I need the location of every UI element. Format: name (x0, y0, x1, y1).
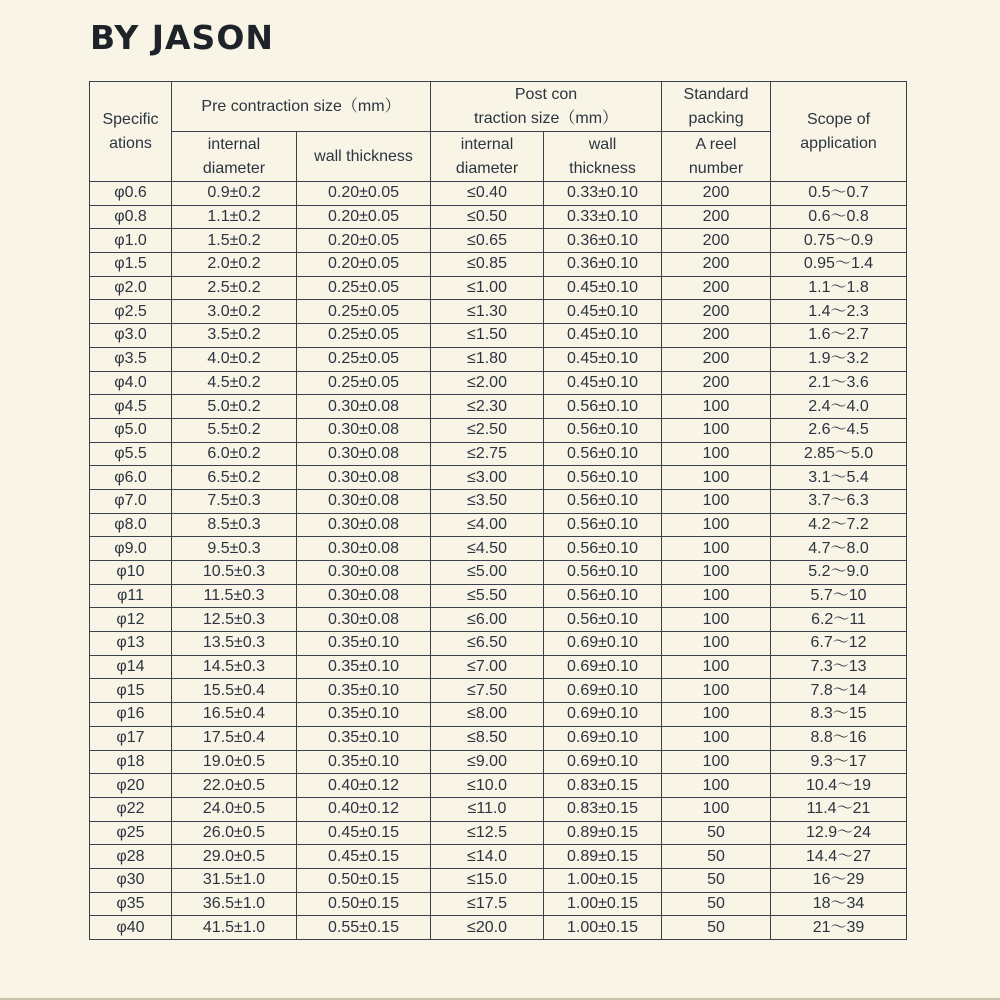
reel-number-cell: 100 (662, 679, 771, 703)
reel-number-cell: 100 (662, 466, 771, 490)
spec-cell: φ35 (90, 892, 172, 916)
table-row (90, 679, 907, 703)
header-pre-wall-thickness: wall thickness (297, 132, 431, 182)
pre-internal-diameter-cell: 7.5±0.3 (172, 489, 297, 513)
reel-number-cell: 100 (662, 537, 771, 561)
post-internal-diameter-cell: ≤2.75 (431, 442, 544, 466)
pre-internal-diameter-cell: 12.5±0.3 (172, 608, 297, 632)
spec-cell: φ4.0 (90, 371, 172, 395)
scope-cell: 21～39 (771, 916, 907, 940)
pre-internal-diameter-cell: 2.5±0.2 (172, 276, 297, 300)
pre-internal-diameter-cell: 31.5±1.0 (172, 868, 297, 892)
spec-cell: φ1.0 (90, 229, 172, 253)
post-internal-diameter-cell: ≤0.40 (431, 182, 544, 206)
table-row (90, 466, 907, 490)
post-internal-diameter-cell: ≤0.50 (431, 205, 544, 229)
post-wall-thickness-cell: 0.69±0.10 (544, 679, 662, 703)
scope-cell: 10.4～19 (771, 774, 907, 798)
table-body (90, 182, 907, 940)
scope-cell: 0.6～0.8 (771, 205, 907, 229)
pre-internal-diameter-cell: 14.5±0.3 (172, 655, 297, 679)
pre-wall-thickness-cell: 0.25±0.05 (297, 300, 431, 324)
post-wall-thickness-cell: 0.89±0.15 (544, 845, 662, 869)
post-internal-diameter-cell: ≤12.5 (431, 821, 544, 845)
post-internal-diameter-cell: ≤1.80 (431, 347, 544, 371)
pre-internal-diameter-cell: 17.5±0.4 (172, 726, 297, 750)
scope-cell: 3.7～6.3 (771, 489, 907, 513)
scope-cell: 6.2～11 (771, 608, 907, 632)
post-wall-thickness-cell: 0.56±0.10 (544, 537, 662, 561)
header-scope: Scope of application (771, 82, 907, 182)
table-row (90, 537, 907, 561)
spec-cell: φ30 (90, 868, 172, 892)
post-wall-thickness-cell: 0.33±0.10 (544, 182, 662, 206)
scope-cell: 5.7～10 (771, 584, 907, 608)
reel-number-cell: 100 (662, 442, 771, 466)
pre-internal-diameter-cell: 6.5±0.2 (172, 466, 297, 490)
reel-number-cell: 200 (662, 324, 771, 348)
scope-cell: 1.4～2.3 (771, 300, 907, 324)
header-post-internal-diameter: internal diameter (431, 132, 544, 182)
pre-wall-thickness-cell: 0.30±0.08 (297, 584, 431, 608)
pre-wall-thickness-cell: 0.35±0.10 (297, 726, 431, 750)
table-row (90, 182, 907, 206)
spec-cell: φ4.5 (90, 395, 172, 419)
scope-cell: 2.85～5.0 (771, 442, 907, 466)
spec-cell: φ8.0 (90, 513, 172, 537)
post-wall-thickness-cell: 0.33±0.10 (544, 205, 662, 229)
post-internal-diameter-cell: ≤4.50 (431, 537, 544, 561)
pre-wall-thickness-cell: 0.20±0.05 (297, 205, 431, 229)
spec-cell: φ3.5 (90, 347, 172, 371)
post-internal-diameter-cell: ≤10.0 (431, 774, 544, 798)
post-wall-thickness-cell: 0.56±0.10 (544, 466, 662, 490)
scope-cell: 1.9～3.2 (771, 347, 907, 371)
scope-cell: 6.7～12 (771, 632, 907, 656)
reel-number-cell: 50 (662, 821, 771, 845)
post-internal-diameter-cell: ≤9.00 (431, 750, 544, 774)
header-reel-number: A reel number (662, 132, 771, 182)
spec-cell: φ5.5 (90, 442, 172, 466)
pre-internal-diameter-cell: 6.0±0.2 (172, 442, 297, 466)
pre-internal-diameter-cell: 5.5±0.2 (172, 418, 297, 442)
post-wall-thickness-cell: 0.45±0.10 (544, 347, 662, 371)
table-row (90, 726, 907, 750)
pre-internal-diameter-cell: 13.5±0.3 (172, 632, 297, 656)
header-post-contraction: Post con traction size（mm） (431, 82, 662, 132)
table-row (90, 513, 907, 537)
pre-wall-thickness-cell: 0.20±0.05 (297, 253, 431, 277)
pre-internal-diameter-cell: 26.0±0.5 (172, 821, 297, 845)
scope-cell: 4.2～7.2 (771, 513, 907, 537)
spec-cell: φ16 (90, 703, 172, 727)
scope-cell: 18～34 (771, 892, 907, 916)
post-wall-thickness-cell: 0.56±0.10 (544, 442, 662, 466)
pre-internal-diameter-cell: 15.5±0.4 (172, 679, 297, 703)
pre-wall-thickness-cell: 0.35±0.10 (297, 655, 431, 679)
reel-number-cell: 200 (662, 276, 771, 300)
spec-cell: φ0.6 (90, 182, 172, 206)
reel-number-cell: 100 (662, 774, 771, 798)
reel-number-cell: 100 (662, 513, 771, 537)
spec-cell: φ10 (90, 561, 172, 585)
spec-cell: φ12 (90, 608, 172, 632)
pre-wall-thickness-cell: 0.20±0.05 (297, 229, 431, 253)
post-wall-thickness-cell: 0.45±0.10 (544, 371, 662, 395)
spec-table (89, 81, 907, 940)
table-row (90, 253, 907, 277)
table-row (90, 750, 907, 774)
post-wall-thickness-cell: 0.56±0.10 (544, 584, 662, 608)
reel-number-cell: 100 (662, 584, 771, 608)
table-row (90, 276, 907, 300)
reel-number-cell: 200 (662, 182, 771, 206)
post-internal-diameter-cell: ≤11.0 (431, 797, 544, 821)
table-row (90, 868, 907, 892)
scope-cell: 14.4～27 (771, 845, 907, 869)
table-row (90, 300, 907, 324)
spec-cell: φ20 (90, 774, 172, 798)
reel-number-cell: 100 (662, 655, 771, 679)
spec-cell: φ22 (90, 797, 172, 821)
pre-wall-thickness-cell: 0.35±0.10 (297, 679, 431, 703)
pre-wall-thickness-cell: 0.30±0.08 (297, 561, 431, 585)
pre-internal-diameter-cell: 10.5±0.3 (172, 561, 297, 585)
pre-internal-diameter-cell: 3.0±0.2 (172, 300, 297, 324)
table-row (90, 324, 907, 348)
reel-number-cell: 100 (662, 750, 771, 774)
post-internal-diameter-cell: ≤2.50 (431, 418, 544, 442)
post-internal-diameter-cell: ≤7.00 (431, 655, 544, 679)
spec-cell: φ28 (90, 845, 172, 869)
spec-cell: φ3.0 (90, 324, 172, 348)
pre-internal-diameter-cell: 1.1±0.2 (172, 205, 297, 229)
scope-cell: 4.7～8.0 (771, 537, 907, 561)
spec-cell: φ11 (90, 584, 172, 608)
post-wall-thickness-cell: 0.56±0.10 (544, 418, 662, 442)
spec-cell: φ6.0 (90, 466, 172, 490)
scope-cell: 0.95～1.4 (771, 253, 907, 277)
pre-internal-diameter-cell: 22.0±0.5 (172, 774, 297, 798)
post-wall-thickness-cell: 0.36±0.10 (544, 229, 662, 253)
table-row (90, 561, 907, 585)
pre-wall-thickness-cell: 0.30±0.08 (297, 608, 431, 632)
scope-cell: 3.1～5.4 (771, 466, 907, 490)
post-internal-diameter-cell: ≤17.5 (431, 892, 544, 916)
pre-wall-thickness-cell: 0.25±0.05 (297, 324, 431, 348)
pre-internal-diameter-cell: 1.5±0.2 (172, 229, 297, 253)
pre-wall-thickness-cell: 0.30±0.08 (297, 466, 431, 490)
header-standard-packing: Standard packing (662, 82, 771, 132)
post-wall-thickness-cell: 0.36±0.10 (544, 253, 662, 277)
reel-number-cell: 100 (662, 726, 771, 750)
reel-number-cell: 50 (662, 845, 771, 869)
pre-internal-diameter-cell: 4.5±0.2 (172, 371, 297, 395)
spec-cell: φ14 (90, 655, 172, 679)
scope-cell: 1.6～2.7 (771, 324, 907, 348)
pre-wall-thickness-cell: 0.35±0.10 (297, 750, 431, 774)
table-row (90, 205, 907, 229)
table-row (90, 892, 907, 916)
spec-cell: φ7.0 (90, 489, 172, 513)
post-internal-diameter-cell: ≤8.00 (431, 703, 544, 727)
reel-number-cell: 200 (662, 229, 771, 253)
pre-internal-diameter-cell: 8.5±0.3 (172, 513, 297, 537)
table-row (90, 584, 907, 608)
post-wall-thickness-cell: 0.89±0.15 (544, 821, 662, 845)
pre-internal-diameter-cell: 3.5±0.2 (172, 324, 297, 348)
post-internal-diameter-cell: ≤1.00 (431, 276, 544, 300)
pre-wall-thickness-cell: 0.30±0.08 (297, 418, 431, 442)
post-internal-diameter-cell: ≤1.30 (431, 300, 544, 324)
spec-cell: φ2.0 (90, 276, 172, 300)
table-row (90, 371, 907, 395)
reel-number-cell: 200 (662, 300, 771, 324)
header-pre-internal-diameter: internal diameter (172, 132, 297, 182)
reel-number-cell: 100 (662, 395, 771, 419)
spec-cell: φ1.5 (90, 253, 172, 277)
table-row (90, 442, 907, 466)
table-row (90, 916, 907, 940)
table-row (90, 845, 907, 869)
pre-internal-diameter-cell: 9.5±0.3 (172, 537, 297, 561)
table-row (90, 229, 907, 253)
table-row (90, 632, 907, 656)
post-internal-diameter-cell: ≤2.00 (431, 371, 544, 395)
pre-wall-thickness-cell: 0.30±0.08 (297, 395, 431, 419)
pre-internal-diameter-cell: 29.0±0.5 (172, 845, 297, 869)
scope-cell: 16～29 (771, 868, 907, 892)
spec-cell: φ2.5 (90, 300, 172, 324)
pre-wall-thickness-cell: 0.30±0.08 (297, 489, 431, 513)
header-post-wall-thickness: wall thickness (544, 132, 662, 182)
scope-cell: 9.3～17 (771, 750, 907, 774)
reel-number-cell: 100 (662, 797, 771, 821)
post-wall-thickness-cell: 0.45±0.10 (544, 276, 662, 300)
table-row (90, 655, 907, 679)
post-internal-diameter-cell: ≤5.00 (431, 561, 544, 585)
header-specifications: Specific ations (90, 82, 172, 182)
spec-cell: φ17 (90, 726, 172, 750)
pre-internal-diameter-cell: 2.0±0.2 (172, 253, 297, 277)
post-wall-thickness-cell: 1.00±0.15 (544, 892, 662, 916)
post-wall-thickness-cell: 0.83±0.15 (544, 774, 662, 798)
post-internal-diameter-cell: ≤0.85 (431, 253, 544, 277)
scope-cell: 11.4～21 (771, 797, 907, 821)
post-wall-thickness-cell: 0.45±0.10 (544, 300, 662, 324)
reel-number-cell: 200 (662, 347, 771, 371)
spec-cell: φ18 (90, 750, 172, 774)
scope-cell: 5.2～9.0 (771, 561, 907, 585)
pre-internal-diameter-cell: 36.5±1.0 (172, 892, 297, 916)
spec-cell: φ0.8 (90, 205, 172, 229)
spec-cell: φ15 (90, 679, 172, 703)
post-internal-diameter-cell: ≤8.50 (431, 726, 544, 750)
post-wall-thickness-cell: 0.45±0.10 (544, 324, 662, 348)
post-wall-thickness-cell: 0.69±0.10 (544, 726, 662, 750)
post-wall-thickness-cell: 1.00±0.15 (544, 916, 662, 940)
pre-wall-thickness-cell: 0.50±0.15 (297, 868, 431, 892)
pre-wall-thickness-cell: 0.35±0.10 (297, 703, 431, 727)
post-internal-diameter-cell: ≤20.0 (431, 916, 544, 940)
scope-cell: 2.6～4.5 (771, 418, 907, 442)
table-row (90, 418, 907, 442)
pre-wall-thickness-cell: 0.50±0.15 (297, 892, 431, 916)
pre-internal-diameter-cell: 5.0±0.2 (172, 395, 297, 419)
post-wall-thickness-cell: 0.56±0.10 (544, 608, 662, 632)
pre-wall-thickness-cell: 0.25±0.05 (297, 276, 431, 300)
pre-wall-thickness-cell: 0.20±0.05 (297, 182, 431, 206)
reel-number-cell: 50 (662, 916, 771, 940)
scope-cell: 2.4～4.0 (771, 395, 907, 419)
pre-wall-thickness-cell: 0.25±0.05 (297, 347, 431, 371)
post-internal-diameter-cell: ≤7.50 (431, 679, 544, 703)
scope-cell: 12.9～24 (771, 821, 907, 845)
pre-wall-thickness-cell: 0.30±0.08 (297, 442, 431, 466)
post-internal-diameter-cell: ≤5.50 (431, 584, 544, 608)
table-header (90, 82, 907, 182)
post-internal-diameter-cell: ≤15.0 (431, 868, 544, 892)
pre-wall-thickness-cell: 0.55±0.15 (297, 916, 431, 940)
post-wall-thickness-cell: 0.56±0.10 (544, 561, 662, 585)
post-wall-thickness-cell: 1.00±0.15 (544, 868, 662, 892)
post-internal-diameter-cell: ≤3.00 (431, 466, 544, 490)
pre-wall-thickness-cell: 0.40±0.12 (297, 774, 431, 798)
reel-number-cell: 50 (662, 868, 771, 892)
post-internal-diameter-cell: ≤14.0 (431, 845, 544, 869)
pre-internal-diameter-cell: 24.0±0.5 (172, 797, 297, 821)
pre-wall-thickness-cell: 0.25±0.05 (297, 371, 431, 395)
post-wall-thickness-cell: 0.69±0.10 (544, 750, 662, 774)
reel-number-cell: 100 (662, 632, 771, 656)
post-wall-thickness-cell: 0.56±0.10 (544, 489, 662, 513)
reel-number-cell: 50 (662, 892, 771, 916)
scope-cell: 8.3～15 (771, 703, 907, 727)
post-wall-thickness-cell: 0.56±0.10 (544, 395, 662, 419)
reel-number-cell: 100 (662, 703, 771, 727)
table-row (90, 821, 907, 845)
post-internal-diameter-cell: ≤1.50 (431, 324, 544, 348)
pre-internal-diameter-cell: 0.9±0.2 (172, 182, 297, 206)
table-row (90, 703, 907, 727)
pre-wall-thickness-cell: 0.30±0.08 (297, 537, 431, 561)
post-internal-diameter-cell: ≤6.50 (431, 632, 544, 656)
spec-cell: φ9.0 (90, 537, 172, 561)
post-internal-diameter-cell: ≤3.50 (431, 489, 544, 513)
spec-cell: φ40 (90, 916, 172, 940)
brand-title: BY JASON (90, 18, 274, 57)
spec-cell: φ25 (90, 821, 172, 845)
table-row (90, 347, 907, 371)
post-wall-thickness-cell: 0.69±0.10 (544, 655, 662, 679)
post-internal-diameter-cell: ≤2.30 (431, 395, 544, 419)
post-wall-thickness-cell: 0.56±0.10 (544, 513, 662, 537)
pre-internal-diameter-cell: 16.5±0.4 (172, 703, 297, 727)
pre-wall-thickness-cell: 0.30±0.08 (297, 513, 431, 537)
table-row (90, 608, 907, 632)
table-row (90, 395, 907, 419)
post-wall-thickness-cell: 0.69±0.10 (544, 632, 662, 656)
scope-cell: 0.5～0.7 (771, 182, 907, 206)
scope-cell: 7.8～14 (771, 679, 907, 703)
post-wall-thickness-cell: 0.69±0.10 (544, 703, 662, 727)
scope-cell: 7.3～13 (771, 655, 907, 679)
post-wall-thickness-cell: 0.83±0.15 (544, 797, 662, 821)
pre-internal-diameter-cell: 41.5±1.0 (172, 916, 297, 940)
pre-internal-diameter-cell: 19.0±0.5 (172, 750, 297, 774)
table-row (90, 774, 907, 798)
reel-number-cell: 200 (662, 253, 771, 277)
reel-number-cell: 100 (662, 608, 771, 632)
spec-cell: φ5.0 (90, 418, 172, 442)
pre-wall-thickness-cell: 0.45±0.15 (297, 821, 431, 845)
table-row (90, 797, 907, 821)
scope-cell: 2.1～3.6 (771, 371, 907, 395)
reel-number-cell: 100 (662, 561, 771, 585)
post-internal-diameter-cell: ≤4.00 (431, 513, 544, 537)
reel-number-cell: 100 (662, 418, 771, 442)
spec-cell: φ13 (90, 632, 172, 656)
header-pre-contraction: Pre contraction size（mm） (172, 82, 431, 132)
table-row (90, 489, 907, 513)
pre-wall-thickness-cell: 0.35±0.10 (297, 632, 431, 656)
reel-number-cell: 100 (662, 489, 771, 513)
post-internal-diameter-cell: ≤0.65 (431, 229, 544, 253)
post-internal-diameter-cell: ≤6.00 (431, 608, 544, 632)
pre-internal-diameter-cell: 4.0±0.2 (172, 347, 297, 371)
pre-wall-thickness-cell: 0.45±0.15 (297, 845, 431, 869)
reel-number-cell: 200 (662, 371, 771, 395)
scope-cell: 0.75～0.9 (771, 229, 907, 253)
pre-internal-diameter-cell: 11.5±0.3 (172, 584, 297, 608)
reel-number-cell: 200 (662, 205, 771, 229)
pre-wall-thickness-cell: 0.40±0.12 (297, 797, 431, 821)
scope-cell: 8.8～16 (771, 726, 907, 750)
scope-cell: 1.1～1.8 (771, 276, 907, 300)
